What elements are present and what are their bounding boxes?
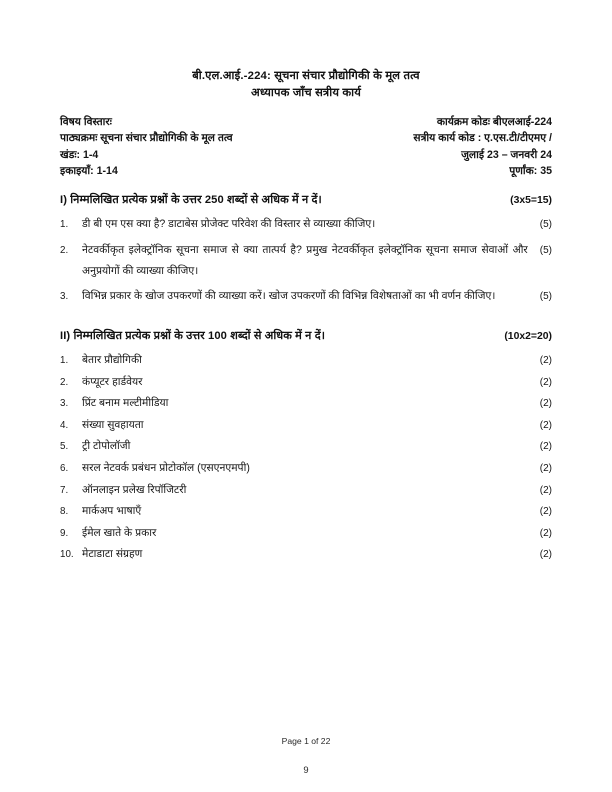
item-marks: (2) [539, 419, 552, 431]
item-number: 10. [60, 549, 74, 561]
item-marks: (2) [539, 376, 552, 388]
item-number: 8. [60, 506, 69, 518]
item-marks: (2) [539, 527, 552, 539]
list-item [60, 436, 552, 458]
list-item [60, 523, 552, 545]
item-text: बेतार प्रौद्योगिकी [82, 354, 142, 366]
list-item [60, 480, 552, 502]
question-marks: (5) [539, 291, 552, 302]
question-number: 2. [60, 244, 69, 256]
title-line-course: बी.एल.आई.-224: सूचना संचार प्रौद्योगिकी के मूल तत्व [192, 70, 420, 82]
list-item [60, 415, 552, 437]
item-text: ट्री टोपोलॉजी [82, 440, 131, 453]
list-item [60, 372, 552, 394]
item-marks: (2) [539, 355, 552, 366]
assignment-meta [60, 114, 552, 180]
question-item [60, 240, 552, 282]
question-number: 1. [60, 219, 69, 230]
section-marks: (10x2=20) [504, 331, 552, 342]
item-marks: (2) [539, 484, 552, 496]
meta-assignment-code: सत्रीय कार्य कोड : ए.एस.टी/टीएमए / [413, 132, 552, 145]
item-text: संख्या सुवहायता [82, 418, 144, 431]
item-number: 5. [60, 441, 69, 453]
meta-row [60, 130, 552, 146]
question-number: 3. [60, 291, 69, 302]
page-title [60, 68, 552, 101]
item-number: 7. [60, 484, 69, 496]
item-text: सरल नेटवर्क प्रबंधन प्रोटोकॉल (एसएनएमपी) [82, 461, 250, 474]
list-item [60, 501, 552, 523]
item-text: मार्कअप भाषाएँ [82, 505, 142, 518]
section-marks: (3x5=15) [510, 195, 552, 206]
list-item [60, 458, 552, 480]
section-heading-text: II) निम्मलिखित प्रत्येक प्रश्नों के उत्तर 100 शब्दों से अधिक में न दें। [60, 330, 326, 342]
meta-programme-code: कार्यक्रम कोडः बीएलआई-224 [436, 116, 552, 128]
item-marks: (2) [539, 398, 552, 410]
question-body [82, 214, 552, 235]
question-text: नेटवर्कीकृत इलेक्ट्रॉनिक सूचना समाज से क्या तात्पर्य है? प्रमुख नेटवर्कीकृत इलेक्ट्रॉनिक सूचना समाज सेवाओं और अनुप्रयोगों की व्याख्या कीजिए। [82, 243, 528, 277]
footer-page-number: 9 [303, 764, 309, 775]
section-heading [60, 192, 552, 209]
long-answer-question-list [60, 214, 552, 307]
item-text: प्रिंट बनाम मल्टीमीडिया [82, 397, 169, 410]
question-text: डी बी एम एस क्या है? डाटाबेस प्रोजेक्ट परिवेश की विस्तार से व्याख्या कीजिए। [82, 218, 376, 230]
question-item [60, 214, 552, 235]
question-text: विभिन्न प्रकार के खोज उपकरणों की व्याख्या करें। खोज उपकरणों की विभिन्न विशेषताओं का भी वर्णन कीजिए। [82, 290, 496, 302]
item-marks: (2) [539, 462, 552, 474]
list-item [60, 544, 552, 566]
meta-subject-coverage-label: विषय विस्तारः [60, 116, 112, 128]
meta-session: जुलाई 23 – जनवरी 24 [461, 148, 552, 161]
footer-page-label: Page 1 of 22 [281, 736, 331, 746]
item-marks: (2) [539, 506, 552, 518]
meta-total-marks: पूर्णांक: 35 [509, 165, 552, 178]
item-number: 2. [60, 376, 69, 388]
question-item [60, 286, 552, 307]
item-number: 1. [60, 355, 69, 366]
question-body [82, 286, 552, 307]
short-answer-item-list [60, 350, 552, 566]
meta-row [60, 147, 552, 163]
meta-row [60, 114, 552, 130]
question-marks: (5) [539, 219, 552, 230]
list-item [60, 393, 552, 415]
item-number: 3. [60, 398, 69, 410]
section-heading-text: I) निम्मलिखित प्रत्येक प्रश्नों के उत्तर 250 शब्दों से अधिक में न दें। [60, 194, 322, 206]
item-number: 9. [60, 527, 69, 539]
section-heading [60, 328, 552, 345]
list-item [60, 350, 552, 372]
item-number: 6. [60, 462, 69, 474]
meta-course-name: पाठ्यक्रमः सूचना संचार प्रौद्योगिकी के मूल तत्व [60, 132, 233, 145]
item-text: मेटाडाटा संग्रहण [82, 548, 143, 561]
item-text: ईमेल खाते के प्रकार [82, 526, 157, 539]
meta-blocks: खंडः: 1-4 [60, 148, 99, 161]
item-text: ऑनलाइन प्रलेख रिपॉजिटरी [82, 483, 187, 496]
question-marks: (5) [539, 244, 552, 256]
title-line-subtitle: अध्यापक जाँच सत्रीय कार्य [251, 86, 361, 99]
section-long-answer [60, 192, 552, 312]
meta-row [60, 163, 552, 179]
section-short-answer [60, 328, 552, 566]
item-marks: (2) [539, 441, 552, 453]
question-body [82, 240, 552, 282]
item-marks: (2) [539, 549, 552, 561]
meta-units: इकाइयाँ: 1-14 [60, 165, 118, 178]
item-text: कंप्यूटर हार्डवेयर [82, 375, 143, 388]
item-number: 4. [60, 419, 69, 431]
